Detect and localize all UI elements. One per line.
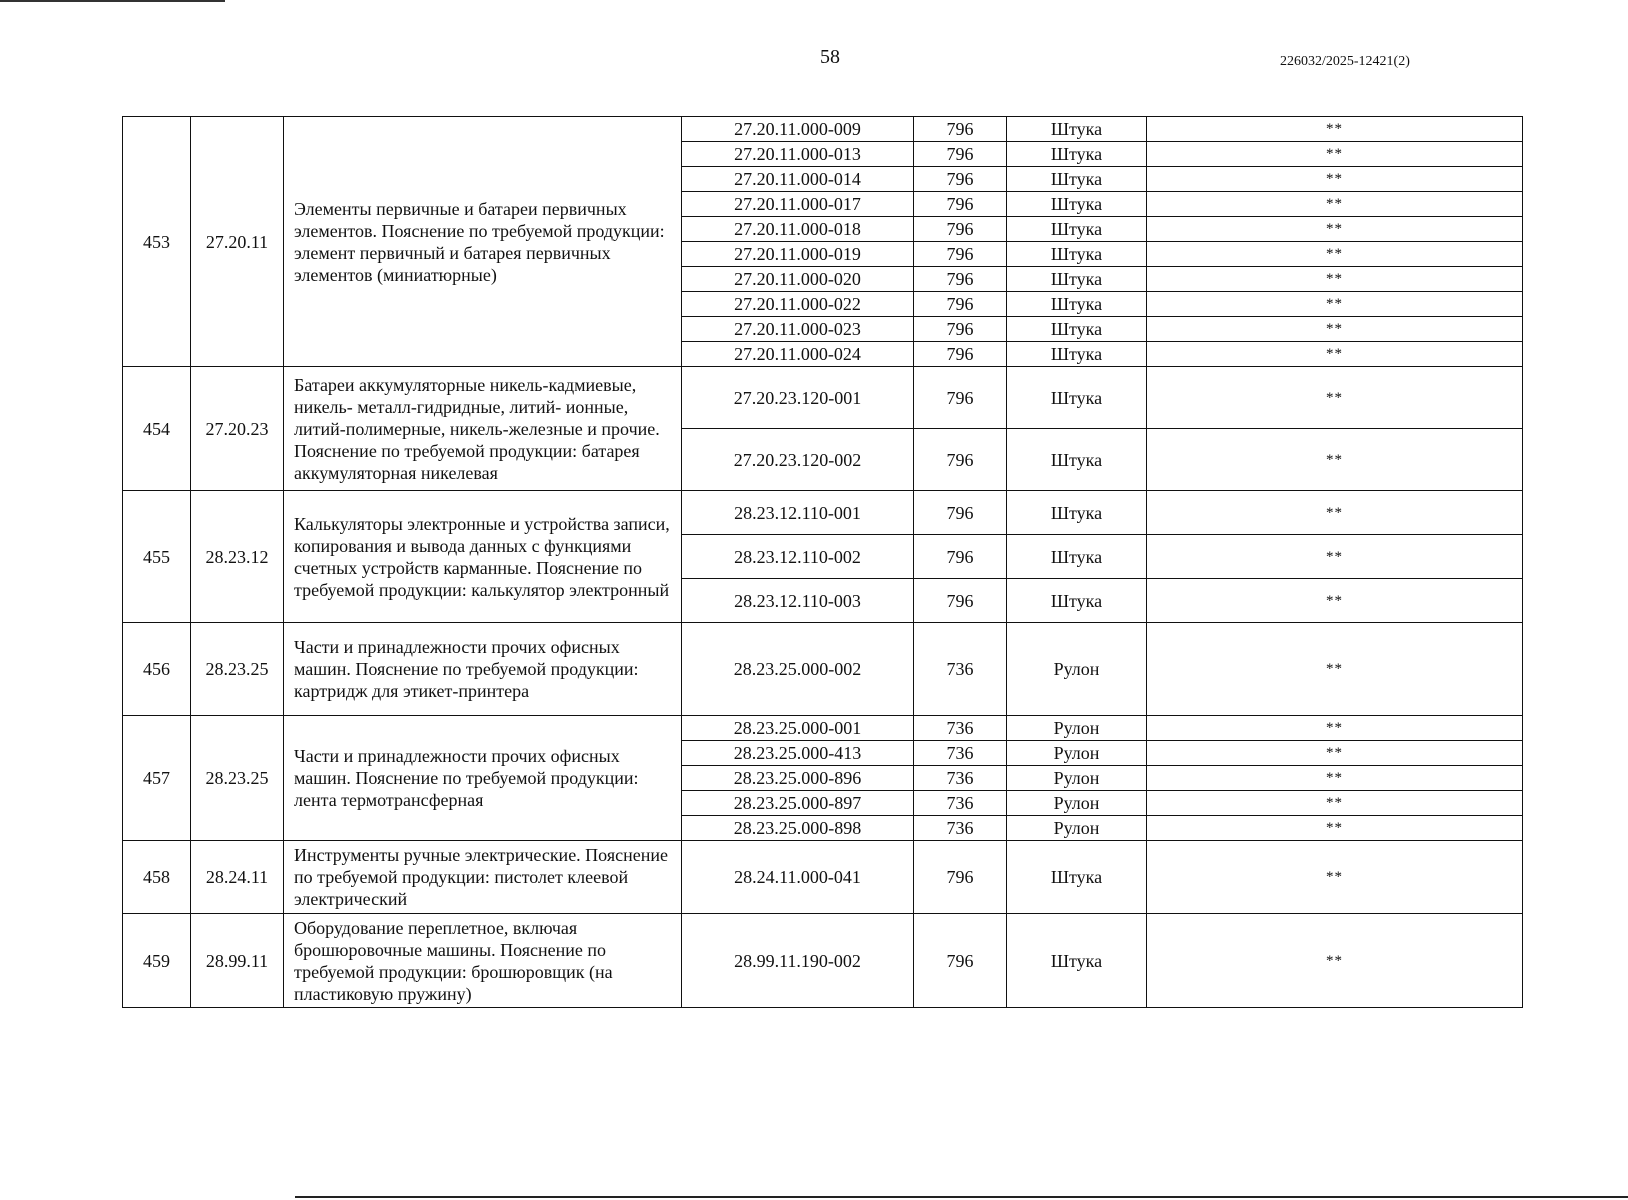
okpd-code: 27.20.11	[191, 117, 284, 367]
row-number: 456	[123, 623, 191, 716]
unit-name: Штука	[1007, 167, 1147, 192]
unit-name: Штука	[1007, 535, 1147, 579]
row-number: 459	[123, 914, 191, 1008]
table-row	[123, 623, 1523, 716]
product-description: Батареи аккумуляторные никель-кадмиевые, никель- металл-гидридные, литий- ионные, литий-полимерные, никель-железные и прочие. Пояснение по требуемой продукции: батарея аккумуляторная никелевая	[284, 367, 682, 491]
ktru-code: 28.23.12.110-002	[682, 535, 914, 579]
okei-code: 736	[914, 816, 1007, 841]
table-body	[123, 117, 1523, 1008]
ktru-code: 28.23.25.000-413	[682, 741, 914, 766]
asterisk-mark: **	[1147, 292, 1523, 317]
product-description: Калькуляторы электронные и устройства записи, копирования и вывода данных с функциями счетных устройств карманные. Пояснение по требуемой продукции: калькулятор электронный	[284, 491, 682, 623]
okei-code: 736	[914, 623, 1007, 716]
okpd-code: 27.20.23	[191, 367, 284, 491]
unit-name: Штука	[1007, 579, 1147, 623]
ktru-code: 28.23.25.000-898	[682, 816, 914, 841]
unit-name: Рулон	[1007, 766, 1147, 791]
ktru-code: 27.20.11.000-023	[682, 317, 914, 342]
ktru-code: 27.20.23.120-002	[682, 429, 914, 491]
okei-code: 736	[914, 741, 1007, 766]
unit-name: Штука	[1007, 267, 1147, 292]
ktru-code: 28.23.25.000-897	[682, 791, 914, 816]
unit-name: Штука	[1007, 242, 1147, 267]
asterisk-mark: **	[1147, 167, 1523, 192]
ktru-code: 28.23.25.000-896	[682, 766, 914, 791]
product-description: Элементы первичные и батареи первичных элементов. Пояснение по требуемой продукции: элемент первичный и батарея первичных элементов (миниатюрные)	[284, 117, 682, 367]
okei-code: 796	[914, 429, 1007, 491]
ktru-code: 27.20.11.000-013	[682, 142, 914, 167]
okei-code: 796	[914, 914, 1007, 1008]
okei-code: 736	[914, 791, 1007, 816]
ktru-code: 28.23.25.000-002	[682, 623, 914, 716]
asterisk-mark: **	[1147, 491, 1523, 535]
ktru-code: 27.20.11.000-022	[682, 292, 914, 317]
okpd-code: 28.23.25	[191, 716, 284, 841]
okei-code: 796	[914, 491, 1007, 535]
okpd-code: 28.24.11	[191, 841, 284, 914]
unit-name: Штука	[1007, 292, 1147, 317]
row-number: 457	[123, 716, 191, 841]
ktru-code: 27.20.11.000-018	[682, 217, 914, 242]
asterisk-mark: **	[1147, 142, 1523, 167]
asterisk-mark: **	[1147, 317, 1523, 342]
row-number: 455	[123, 491, 191, 623]
okei-code: 796	[914, 841, 1007, 914]
bottom-rule	[295, 1196, 1628, 1198]
row-number: 453	[123, 117, 191, 367]
asterisk-mark: **	[1147, 914, 1523, 1008]
unit-name: Штука	[1007, 342, 1147, 367]
ktru-code: 28.99.11.190-002	[682, 914, 914, 1008]
asterisk-mark: **	[1147, 535, 1523, 579]
unit-name: Рулон	[1007, 716, 1147, 741]
okei-code: 796	[914, 579, 1007, 623]
product-description: Инструменты ручные электрические. Пояснение по требуемой продукции: пистолет клеевой электрический	[284, 841, 682, 914]
unit-name: Рулон	[1007, 791, 1147, 816]
top-rule	[0, 0, 225, 2]
asterisk-mark: **	[1147, 429, 1523, 491]
asterisk-mark: **	[1147, 217, 1523, 242]
asterisk-mark: **	[1147, 579, 1523, 623]
unit-name: Штука	[1007, 142, 1147, 167]
row-number: 454	[123, 367, 191, 491]
asterisk-mark: **	[1147, 716, 1523, 741]
table-row	[123, 491, 1523, 535]
asterisk-mark: **	[1147, 242, 1523, 267]
okei-code: 736	[914, 766, 1007, 791]
okpd-code: 28.23.12	[191, 491, 284, 623]
asterisk-mark: **	[1147, 766, 1523, 791]
product-description: Оборудование переплетное, включая брошюровочные машины. Пояснение по требуемой продукции: брошюровщик (на пластиковую пружину)	[284, 914, 682, 1008]
page-number: 58	[820, 46, 840, 68]
table-row	[123, 117, 1523, 142]
ktru-code: 27.20.11.000-020	[682, 267, 914, 292]
asterisk-mark: **	[1147, 117, 1523, 142]
okei-code: 796	[914, 367, 1007, 429]
okei-code: 796	[914, 317, 1007, 342]
okei-code: 736	[914, 716, 1007, 741]
unit-name: Штука	[1007, 192, 1147, 217]
ktru-code: 28.23.12.110-001	[682, 491, 914, 535]
unit-name: Штука	[1007, 217, 1147, 242]
table-row	[123, 841, 1523, 914]
unit-name: Штука	[1007, 317, 1147, 342]
ktru-code: 27.20.11.000-024	[682, 342, 914, 367]
okei-code: 796	[914, 267, 1007, 292]
document-reference: 226032/2025-12421(2)	[1280, 54, 1410, 69]
unit-name: Рулон	[1007, 816, 1147, 841]
okpd-code: 28.23.25	[191, 623, 284, 716]
unit-name: Рулон	[1007, 623, 1147, 716]
table-row	[123, 367, 1523, 429]
asterisk-mark: **	[1147, 367, 1523, 429]
asterisk-mark: **	[1147, 841, 1523, 914]
ktru-code: 27.20.11.000-009	[682, 117, 914, 142]
unit-name: Штука	[1007, 914, 1147, 1008]
product-description: Части и принадлежности прочих офисных машин. Пояснение по требуемой продукции: лента термотрансферная	[284, 716, 682, 841]
product-description: Части и принадлежности прочих офисных машин. Пояснение по требуемой продукции: картридж для этикет-принтера	[284, 623, 682, 716]
asterisk-mark: **	[1147, 342, 1523, 367]
unit-name: Рулон	[1007, 741, 1147, 766]
unit-name: Штука	[1007, 367, 1147, 429]
ktru-code: 27.20.11.000-017	[682, 192, 914, 217]
table-row	[123, 716, 1523, 741]
ktru-code: 27.20.11.000-019	[682, 242, 914, 267]
okei-code: 796	[914, 242, 1007, 267]
ktru-code: 27.20.11.000-014	[682, 167, 914, 192]
asterisk-mark: **	[1147, 192, 1523, 217]
unit-name: Штука	[1007, 491, 1147, 535]
asterisk-mark: **	[1147, 623, 1523, 716]
okei-code: 796	[914, 192, 1007, 217]
ktru-code: 28.23.12.110-003	[682, 579, 914, 623]
asterisk-mark: **	[1147, 741, 1523, 766]
okei-code: 796	[914, 292, 1007, 317]
okei-code: 796	[914, 142, 1007, 167]
okei-code: 796	[914, 117, 1007, 142]
okei-code: 796	[914, 167, 1007, 192]
okei-code: 796	[914, 217, 1007, 242]
ktru-code: 28.24.11.000-041	[682, 841, 914, 914]
okei-code: 796	[914, 535, 1007, 579]
ktru-code: 28.23.25.000-001	[682, 716, 914, 741]
asterisk-mark: **	[1147, 816, 1523, 841]
asterisk-mark: **	[1147, 791, 1523, 816]
unit-name: Штука	[1007, 117, 1147, 142]
ktru-code: 27.20.23.120-001	[682, 367, 914, 429]
okpd-code: 28.99.11	[191, 914, 284, 1008]
row-number: 458	[123, 841, 191, 914]
table-row	[123, 914, 1523, 1008]
products-table	[122, 116, 1523, 1008]
asterisk-mark: **	[1147, 267, 1523, 292]
okei-code: 796	[914, 342, 1007, 367]
unit-name: Штука	[1007, 429, 1147, 491]
unit-name: Штука	[1007, 841, 1147, 914]
